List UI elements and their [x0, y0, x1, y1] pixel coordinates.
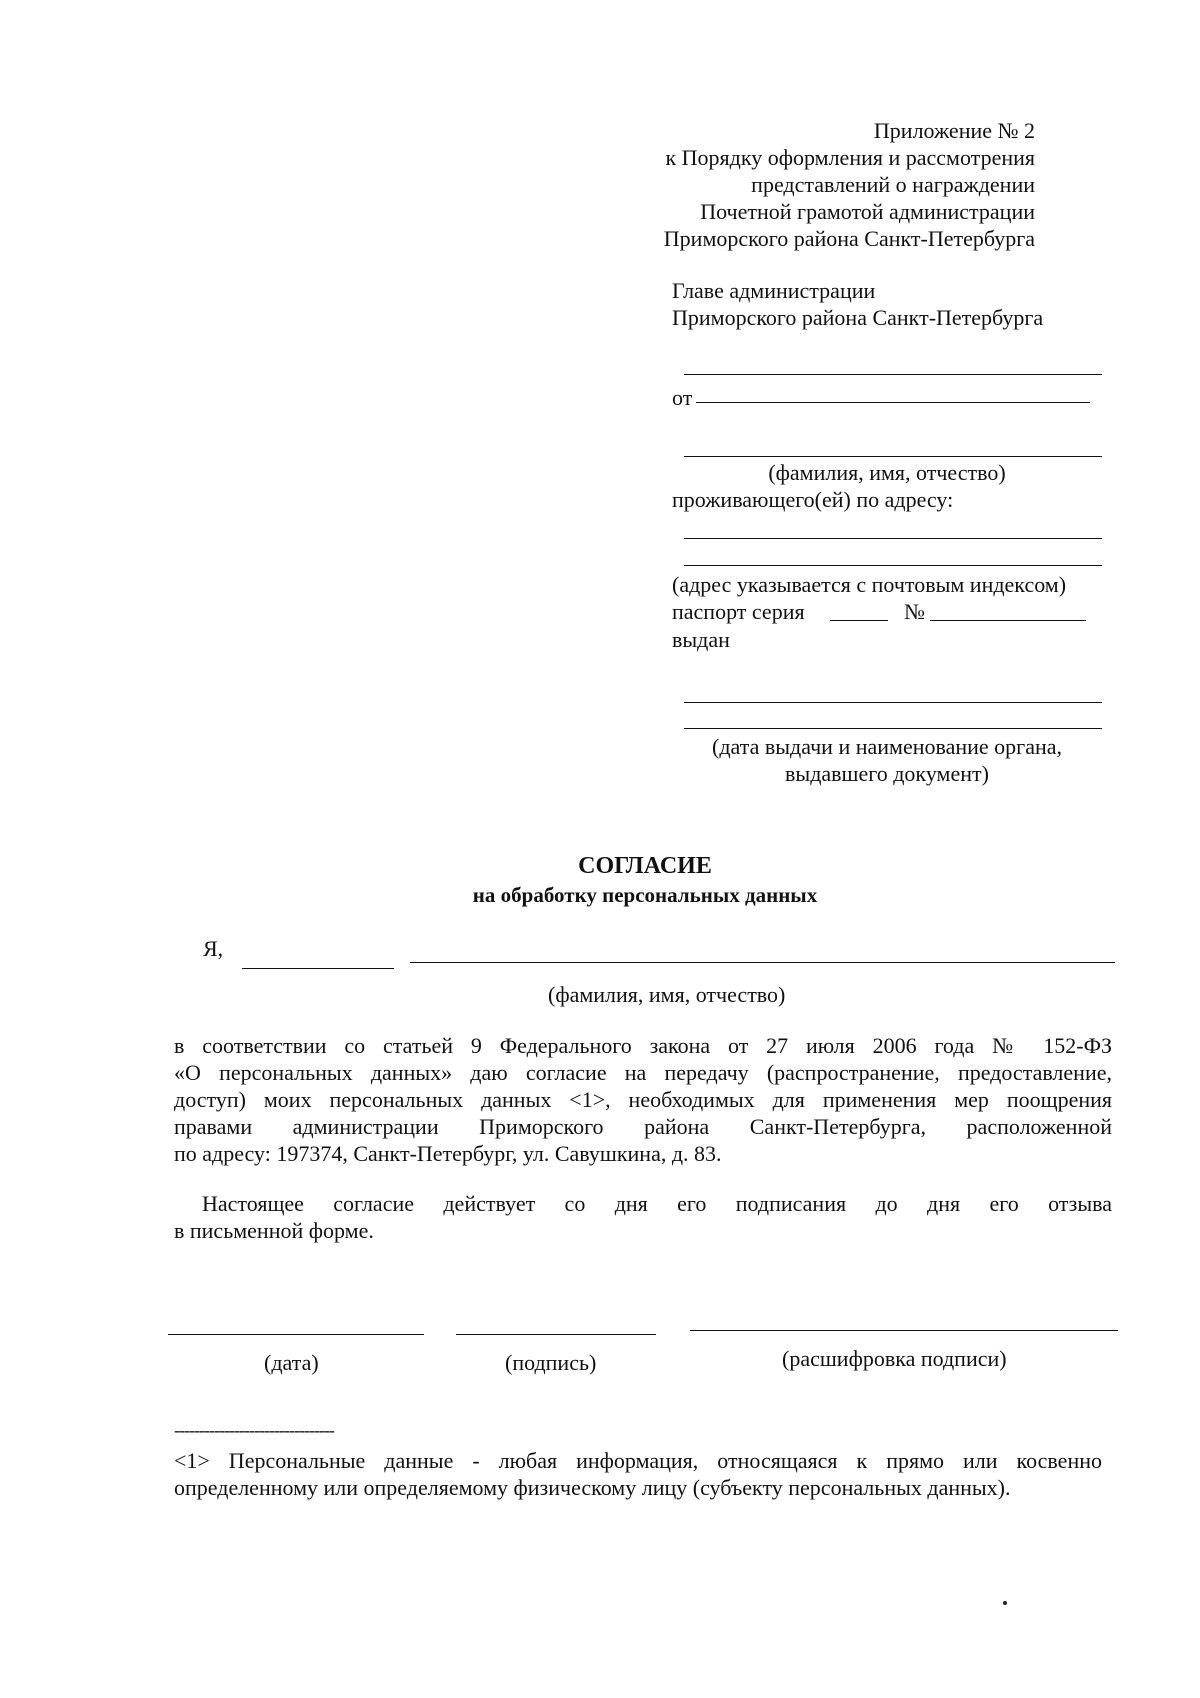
- appendix-line: представлений о награждении: [751, 172, 1035, 197]
- address-field[interactable]: [684, 538, 1102, 539]
- passport-series-field[interactable]: [830, 620, 888, 621]
- issued-label: выдан: [672, 627, 730, 652]
- paragraph-line: «О персональных данных» даю согласие на передачу (распространение, предоставление,: [174, 1060, 1112, 1085]
- fio-main-field[interactable]: [242, 968, 394, 969]
- from-label: от: [672, 385, 693, 410]
- document-subtitle: на обработку персональных данных: [472, 883, 818, 907]
- addressee-line: Приморского района Санкт-Петербурга: [672, 305, 1044, 330]
- from-field[interactable]: [696, 402, 1090, 403]
- footnote-separator: --------------------------------: [174, 1420, 334, 1440]
- signature-decode-field[interactable]: [690, 1330, 1118, 1331]
- issued-field[interactable]: [684, 702, 1102, 703]
- residing-label: проживающего(ей) по адресу:: [672, 487, 954, 512]
- paragraph-line: в письменной форме.: [174, 1218, 374, 1243]
- paragraph-line: Настоящее согласие действует со дня его подписания до дня его отзыва: [202, 1191, 1112, 1216]
- passport-number-field[interactable]: [930, 620, 1086, 621]
- signature-field[interactable]: [456, 1334, 656, 1335]
- addressee-line: Главе администрации: [672, 278, 876, 303]
- document-title: СОГЛАСИЕ: [578, 853, 712, 879]
- date-field[interactable]: [168, 1334, 424, 1335]
- paragraph-line: доступ) моих персональных данных <1>, необходимых для применения мер поощрения: [174, 1087, 1112, 1112]
- address-caption: (адрес указывается с почтовым индексом): [672, 572, 1067, 597]
- signature-caption: (подпись): [505, 1350, 597, 1375]
- paragraph-line: правами администрации Приморского района Санкт-Петербурга, расположенной: [174, 1114, 1112, 1139]
- appendix-line: к Порядку оформления и рассмотрения: [665, 145, 1035, 170]
- footnote-line: <1> Персональные данные - любая информация, относящаяся к прямо или косвенно: [174, 1448, 1102, 1473]
- footnote-line: определенному или определяемому физическому лицу (субъекту персональных данных).: [174, 1475, 1011, 1500]
- paragraph-line: по адресу: 197374, Санкт-Петербург, ул. Савушкина, д. 83.: [174, 1141, 722, 1166]
- appendix-line: Почетной грамотой администрации: [700, 199, 1035, 224]
- i-label: Я,: [203, 936, 224, 961]
- consent-paragraph: [174, 1032, 1112, 1167]
- appendix-line: Приложение № 2: [873, 118, 1035, 143]
- issued-field[interactable]: [684, 728, 1102, 729]
- issued-caption: выдавшего документ): [785, 761, 989, 786]
- passport-number-label: №: [904, 599, 925, 624]
- blank-line: [684, 374, 1102, 375]
- appendix-line: Приморского района Санкт-Петербурга: [663, 226, 1035, 251]
- validity-paragraph: [174, 1190, 1112, 1244]
- passport-series-label: паспорт серия: [672, 599, 805, 624]
- signature-decode-caption: (расшифровка подписи): [782, 1346, 1007, 1371]
- fio-field[interactable]: [684, 456, 1102, 457]
- issued-caption: (дата выдачи и наименование органа,: [712, 734, 1062, 759]
- fio-main-field[interactable]: [410, 962, 1115, 963]
- scan-speck: [1003, 1601, 1007, 1605]
- fio-main-caption: (фамилия, имя, отчество): [548, 982, 786, 1007]
- address-field[interactable]: [684, 565, 1102, 566]
- footnote: [174, 1447, 1102, 1501]
- date-caption: (дата): [264, 1350, 319, 1375]
- fio-caption: (фамилия, имя, отчество): [768, 460, 1006, 485]
- paragraph-line: в соответствии со статьей 9 Федерального закона от 27 июля 2006 года № 152-ФЗ: [174, 1033, 1112, 1058]
